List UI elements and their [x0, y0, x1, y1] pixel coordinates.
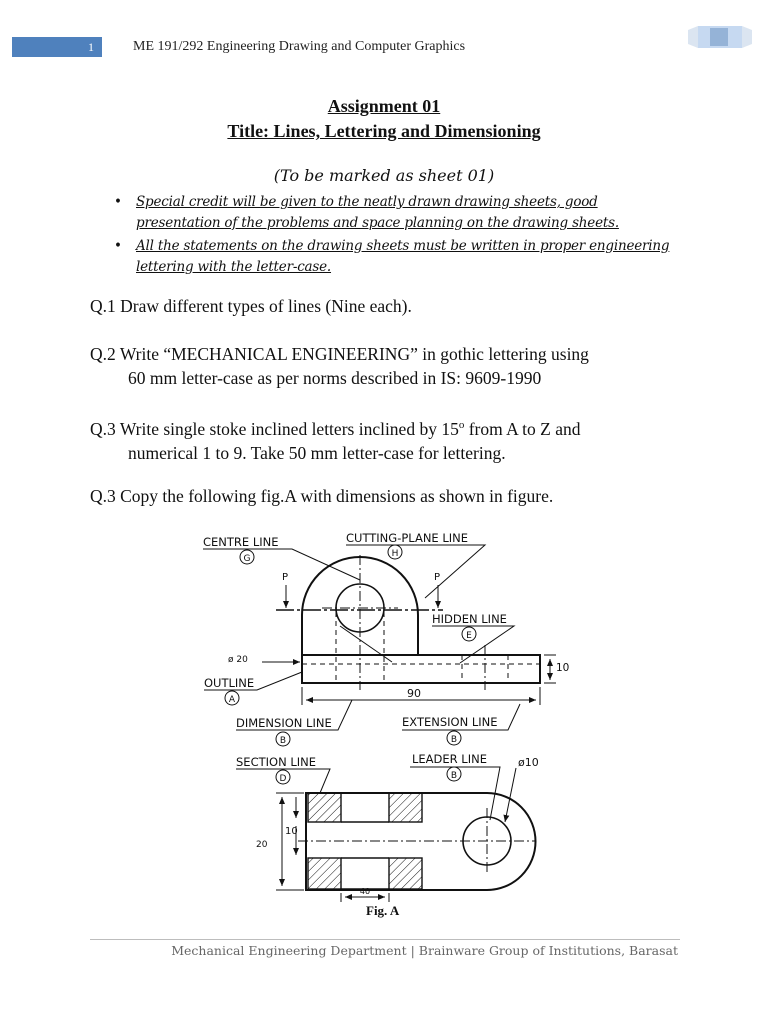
footer-text: Mechanical Engineering Department | Brainware Group of Institutions, Barasat: [171, 943, 678, 958]
figure-caption: Fig. A: [366, 903, 400, 918]
label-p-left: P: [282, 572, 289, 583]
label-diameter-10: ø10: [518, 756, 539, 769]
question-2: [90, 342, 677, 390]
page-number-bar: [12, 37, 102, 57]
question-continuation: numerical 1 to 9. Take 50 mm letter-case for lettering.: [128, 442, 506, 463]
course-title: ME 191/292 Engineering Drawing and Computer Graphics: [133, 39, 466, 54]
page-number: 1: [88, 40, 94, 54]
dim-20: 20: [256, 840, 268, 850]
footer-divider: [90, 939, 680, 940]
label-leader-line: LEADER LINE: [412, 752, 487, 766]
dim-10-bottom: 10: [285, 826, 298, 837]
code-extension: B: [450, 735, 458, 745]
question-text: Q.1 Draw different types of lines (Nine each).: [90, 296, 412, 316]
assignment-heading: Assignment 01: [327, 96, 441, 116]
degree-superscript: o: [458, 419, 465, 431]
label-section-line: SECTION LINE: [236, 755, 316, 769]
header-ribbon-icon: [688, 22, 752, 52]
code-hidden: E: [466, 631, 472, 641]
code-centre: G: [243, 554, 251, 564]
instructions-list: [110, 192, 670, 280]
code-dimension: B: [279, 736, 287, 746]
figure-a-drawing: [190, 525, 590, 915]
code-leader: B: [450, 771, 458, 781]
label-dimension-line: DIMENSION LINE: [236, 716, 332, 730]
assignment-subtitle: (To be marked as sheet 01): [273, 166, 495, 185]
dim-40: 40: [359, 887, 371, 896]
instruction-item: • All the statements on the drawing sheets must be written in proper engineering lettering with the letter-case.: [110, 236, 670, 278]
question-text-end: from A to Z and: [464, 418, 581, 439]
assignment-title: Title: Lines, Lettering and Dimensioning: [227, 121, 541, 141]
question-text: Q.3 Copy the following fig.A with dimensions as shown in figure.: [90, 486, 554, 506]
label-outline: OUTLINE: [204, 676, 255, 690]
instruction-item: • Special credit will be given to the neatly drawn drawing sheets, good presentation of the problems and space planning on the drawing sheets.: [110, 192, 670, 234]
question-4: [90, 484, 677, 508]
code-section: D: [279, 774, 287, 784]
label-hidden-line: HIDDEN LINE: [432, 612, 507, 626]
question-text: Q.3 Write single stoke inclined letters inclined by 15: [90, 418, 459, 439]
question-1: [90, 294, 677, 318]
label-diameter-20: ø 20: [228, 655, 248, 665]
label-extension-line: EXTENSION LINE: [402, 715, 498, 729]
label-centre-line: CENTRE LINE: [203, 535, 279, 549]
question-continuation: 60 mm letter-case as per norms described in IS: 9609-1990: [128, 368, 542, 388]
code-cutting: H: [391, 549, 399, 559]
question-text: Q.2 Write “MECHANICAL ENGINEERING” in gothic lettering using: [90, 344, 589, 364]
label-p-right: P: [434, 572, 441, 583]
question-3: [90, 413, 677, 465]
dim-10-top: 10: [556, 662, 570, 674]
code-outline: A: [228, 695, 236, 705]
dim-90: 90: [407, 687, 421, 700]
label-cutting-plane-line: CUTTING-PLANE LINE: [346, 531, 469, 545]
